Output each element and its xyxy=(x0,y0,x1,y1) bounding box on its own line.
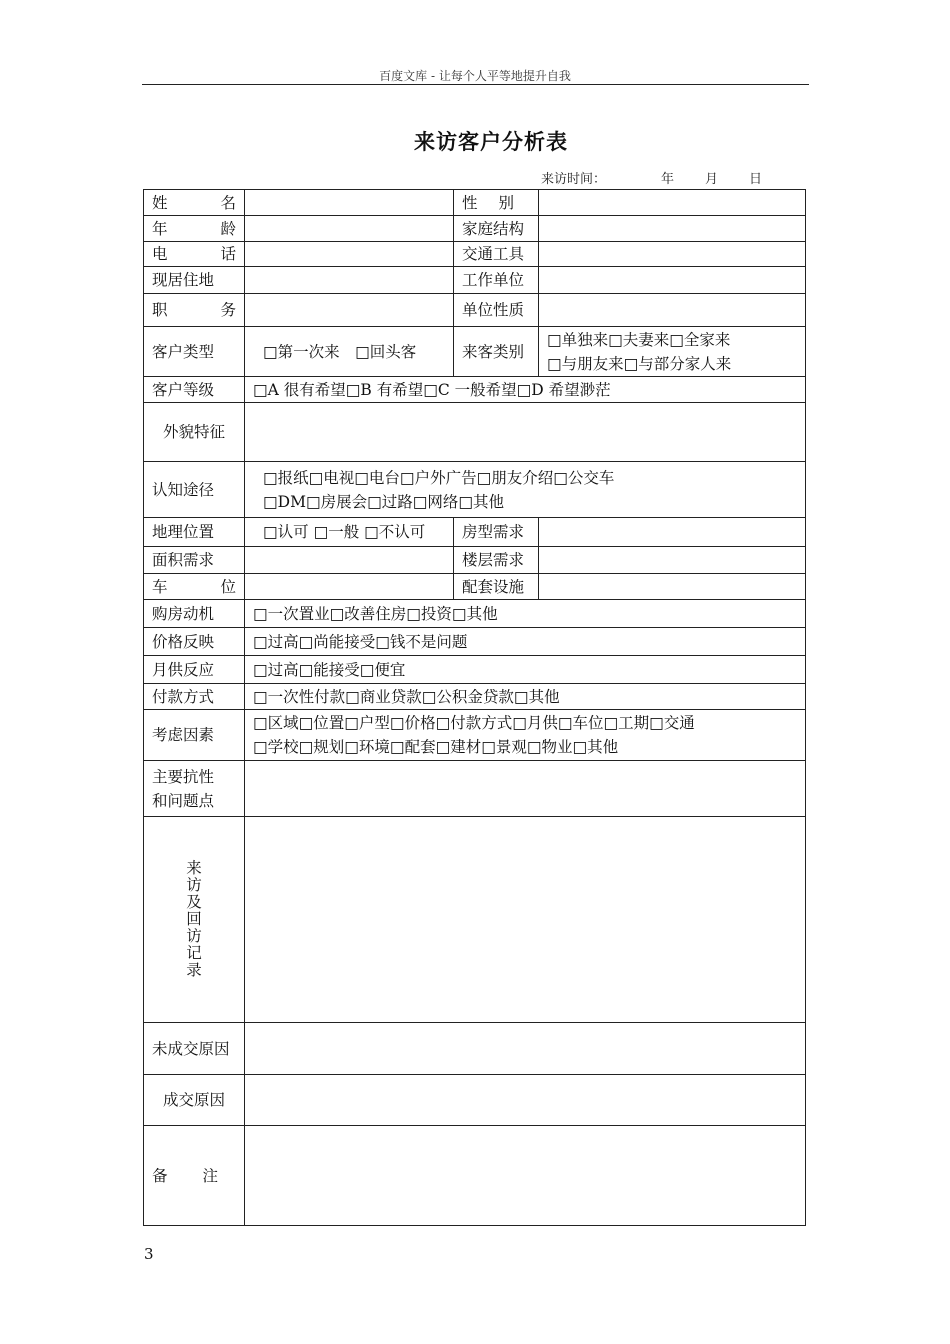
customer-type-options[interactable]: □第一次来 □回头客 xyxy=(245,327,454,377)
table-row xyxy=(144,267,806,294)
table-row xyxy=(144,518,806,547)
table-row xyxy=(144,1126,806,1226)
parking-label: 车 位 xyxy=(144,574,245,600)
transport-field[interactable] xyxy=(539,242,806,267)
appearance-label: 外貌特征 xyxy=(144,403,245,462)
age-label: 年 龄 xyxy=(144,216,245,242)
table-row xyxy=(144,600,806,628)
facilities-label: 配套设施 xyxy=(454,574,539,600)
visitor-type-options[interactable]: □单独来□夫妻来□全家来 □与朋友来□与部分家人来 xyxy=(539,327,806,377)
monthly-options[interactable]: □过高□能接受□便宜 xyxy=(245,656,806,684)
customer-analysis-table xyxy=(143,189,806,1226)
records-field[interactable] xyxy=(245,817,806,1023)
deal-field[interactable] xyxy=(245,1075,806,1126)
price-label: 价格反映 xyxy=(144,628,245,656)
visit-time-month: 月 xyxy=(705,172,719,187)
residence-field[interactable] xyxy=(245,267,454,294)
table-row xyxy=(144,242,806,267)
age-field[interactable] xyxy=(245,216,454,242)
appearance-field[interactable] xyxy=(245,403,806,462)
page-header: 百度文库 - 让每个人平等地提升自我 xyxy=(379,69,571,83)
remarks-field[interactable] xyxy=(245,1126,806,1226)
table-row xyxy=(144,710,806,761)
factors-label: 考虑因素 xyxy=(144,710,245,761)
visit-time xyxy=(541,168,762,187)
header-divider xyxy=(142,84,809,85)
page-number: 3 xyxy=(144,1245,154,1263)
motive-options[interactable]: □一次置业□改善住房□投资□其他 xyxy=(245,600,806,628)
form-title: 来访客户分析表 xyxy=(414,129,568,154)
records-label: 来访及回访记录 xyxy=(144,817,245,1023)
phone-label: 电 话 xyxy=(144,242,245,267)
gender-field[interactable] xyxy=(539,190,806,216)
visit-time-label: 来访时间： xyxy=(541,172,607,187)
name-field[interactable] xyxy=(245,190,454,216)
family-structure-label: 家庭结构 xyxy=(454,216,539,242)
table-row xyxy=(144,1075,806,1126)
objections-label: 主要抗性 和问题点 xyxy=(144,761,245,817)
remarks-label: 备 注 xyxy=(144,1126,245,1226)
table-row xyxy=(144,656,806,684)
table-row xyxy=(144,462,806,518)
parking-field[interactable] xyxy=(245,574,454,600)
table-row xyxy=(144,403,806,462)
floor-field[interactable] xyxy=(539,547,806,574)
unit-type-field[interactable] xyxy=(539,518,806,547)
price-options[interactable]: □过高□尚能接受□钱不是问题 xyxy=(245,628,806,656)
table-row xyxy=(144,190,806,216)
family-structure-field[interactable] xyxy=(539,216,806,242)
residence-label: 现居住地 xyxy=(144,267,245,294)
position-label: 职 务 xyxy=(144,294,245,327)
deal-label: 成交原因 xyxy=(144,1075,245,1126)
table-row xyxy=(144,628,806,656)
table-row xyxy=(144,547,806,574)
table-row xyxy=(144,377,806,403)
table-row xyxy=(144,761,806,817)
gender-label: 性 别 xyxy=(454,190,539,216)
position-field[interactable] xyxy=(245,294,454,327)
channel-label: 认知途径 xyxy=(144,462,245,518)
motive-label: 购房动机 xyxy=(144,600,245,628)
transport-label: 交通工具 xyxy=(454,242,539,267)
table-row xyxy=(144,294,806,327)
visitor-type-label: 来客类别 xyxy=(454,327,539,377)
customer-level-label: 客户等级 xyxy=(144,377,245,403)
employer-type-label: 单位性质 xyxy=(454,294,539,327)
visit-time-year: 年 xyxy=(661,172,675,187)
area-field[interactable] xyxy=(245,547,454,574)
table-row xyxy=(144,817,806,1023)
name-label: 姓 名 xyxy=(144,190,245,216)
floor-label: 楼层需求 xyxy=(454,547,539,574)
table-row xyxy=(144,1023,806,1075)
customer-level-options[interactable]: □A 很有希望□B 有希望□C 一般希望□D 希望渺茫 xyxy=(245,377,806,403)
facilities-field[interactable] xyxy=(539,574,806,600)
customer-type-label: 客户类型 xyxy=(144,327,245,377)
no-deal-field[interactable] xyxy=(245,1023,806,1075)
payment-options[interactable]: □一次性付款□商业贷款□公积金贷款□其他 xyxy=(245,684,806,710)
location-label: 地理位置 xyxy=(144,518,245,547)
unit-type-label: 房型需求 xyxy=(454,518,539,547)
factors-options[interactable]: □区域□位置□户型□价格□付款方式□月供□车位□工期□交通 □学校□规划□环境□配套□建材□景观□物业□其他 xyxy=(245,710,806,761)
visit-time-day: 日 xyxy=(749,172,763,187)
channel-options[interactable]: □报纸□电视□电台□户外广告□朋友介绍□公交车 □DM□房展会□过路□网络□其他 xyxy=(245,462,806,518)
employer-field[interactable] xyxy=(539,267,806,294)
objections-field[interactable] xyxy=(245,761,806,817)
employer-type-field[interactable] xyxy=(539,294,806,327)
no-deal-label: 未成交原因 xyxy=(144,1023,245,1075)
payment-label: 付款方式 xyxy=(144,684,245,710)
table-row xyxy=(144,327,806,377)
monthly-label: 月供反应 xyxy=(144,656,245,684)
table-row xyxy=(144,574,806,600)
table-row xyxy=(144,684,806,710)
phone-field[interactable] xyxy=(245,242,454,267)
table-row xyxy=(144,216,806,242)
area-label: 面积需求 xyxy=(144,547,245,574)
employer-label: 工作单位 xyxy=(454,267,539,294)
location-options[interactable]: □认可 □一般 □不认可 xyxy=(245,518,454,547)
